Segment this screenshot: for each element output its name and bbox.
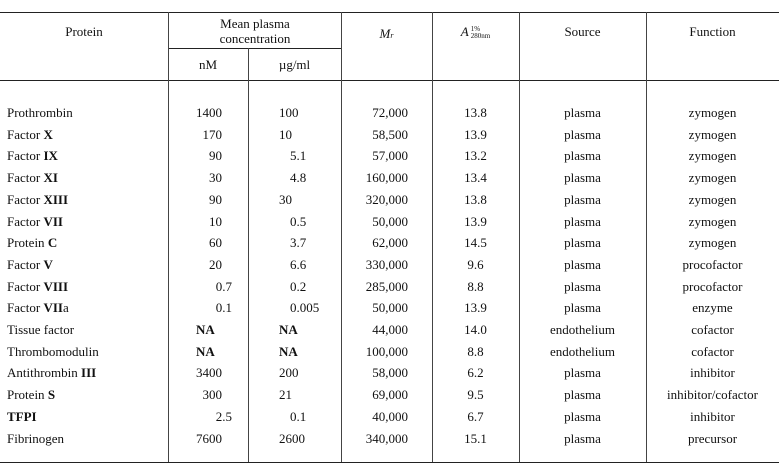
nm-value: 7600	[196, 430, 222, 446]
ugml-value: 4.8	[290, 170, 307, 186]
cell-source: plasma	[564, 235, 601, 251]
table-row	[0, 145, 779, 166]
cell-source: plasma	[564, 105, 601, 120]
cell-mr: 58,500	[372, 126, 408, 142]
ugml-value: 6.6	[290, 256, 307, 272]
table-row	[0, 384, 779, 405]
protein-name-text: Factor	[7, 300, 44, 316]
nm-value: 30	[209, 170, 222, 186]
cell-absorbance: 15.1	[464, 430, 487, 446]
protein-name-bold: V	[43, 256, 53, 272]
ugml-value: 0.1	[290, 408, 307, 424]
protein-name-text: Factor	[7, 126, 44, 142]
cell-function: zymogen	[688, 191, 737, 207]
absorbance-label: A	[460, 24, 469, 39]
protein-name	[7, 189, 68, 210]
protein-name	[7, 102, 73, 123]
table-row	[0, 428, 779, 449]
ugml-value: NA	[279, 343, 298, 359]
cell-source: plasma	[564, 126, 601, 142]
cell-source: endothelium	[550, 343, 615, 359]
table-row	[0, 211, 779, 232]
protein-name-bold: XI	[43, 170, 58, 186]
ugml-value: NA	[279, 322, 298, 337]
protein-name	[7, 276, 68, 297]
protein-name-bold: X	[43, 126, 53, 142]
protein-name-bold: IX	[43, 148, 58, 164]
protein-name-text: Factor	[7, 278, 44, 294]
protein-name-text: Tissue factor	[7, 322, 75, 337]
protein-name	[7, 124, 53, 145]
header-protein: Protein	[65, 24, 103, 39]
cell-absorbance: 14.0	[464, 322, 487, 337]
cell-source: plasma	[564, 191, 601, 207]
subheader-rule	[168, 48, 341, 49]
protein-name-text: Prothrombin	[7, 105, 73, 120]
cell-absorbance: 6.7	[467, 408, 484, 424]
protein-name	[7, 211, 63, 232]
header-mr	[341, 26, 432, 43]
protein-name-bold: VII	[43, 213, 63, 229]
top-rule	[0, 12, 779, 13]
table-row	[0, 276, 779, 297]
protein-name-text: Factor	[7, 213, 44, 229]
protein-name	[7, 384, 55, 405]
nm-value: NA	[196, 322, 215, 337]
ugml-value: 3.7	[290, 235, 307, 251]
protein-name	[7, 428, 64, 449]
cell-absorbance: 13.4	[464, 170, 487, 186]
header-concentration: Mean plasma concentration	[219, 16, 291, 46]
cell-absorbance: 8.8	[467, 278, 484, 294]
ugml-value: 21	[279, 387, 292, 403]
cell-mr: 160,000	[365, 170, 408, 186]
cell-mr: 50,000	[372, 300, 408, 316]
ugml-value: 100	[279, 105, 299, 120]
nm-value: NA	[196, 343, 215, 359]
ugml-value: 30	[279, 191, 292, 207]
table-row	[0, 102, 779, 123]
nm-value: 10	[209, 213, 222, 229]
protein-name-text: Factor	[7, 191, 44, 207]
cell-absorbance: 13.8	[464, 191, 487, 207]
table-row	[0, 297, 779, 318]
cell-function: zymogen	[688, 235, 737, 251]
protein-name-text: Fibrinogen	[7, 430, 65, 446]
protein-name-bold: XIII	[43, 191, 69, 207]
cell-mr: 100,000	[365, 343, 408, 359]
nm-value: 3400	[196, 365, 222, 381]
cell-mr: 44,000	[372, 322, 408, 337]
ugml-value: 2600	[279, 430, 305, 446]
cell-function: zymogen	[688, 148, 737, 164]
table-row	[0, 124, 779, 145]
protein-name-suffix: a	[62, 300, 69, 316]
ugml-value: 0.2	[290, 278, 307, 294]
cell-absorbance: 13.9	[464, 126, 487, 142]
protein-name-text: Thrombomodulin	[7, 343, 99, 359]
cell-mr: 40,000	[372, 408, 408, 424]
nm-value: 170	[202, 126, 222, 142]
header-source: Source	[564, 24, 601, 39]
cell-function: enzyme	[692, 300, 733, 316]
nm-value: 0.7	[215, 278, 232, 294]
cell-mr: 320,000	[365, 191, 408, 207]
protein-name-bold: TFPI	[7, 408, 37, 424]
cell-absorbance: 13.2	[464, 148, 487, 164]
cell-mr: 330,000	[365, 256, 408, 272]
cell-function: zymogen	[688, 213, 737, 229]
cell-mr: 58,000	[372, 365, 408, 381]
cell-function: cofactor	[691, 322, 734, 337]
table-row	[0, 189, 779, 210]
protein-name	[7, 341, 99, 362]
cell-source: plasma	[564, 365, 601, 381]
ugml-value: 0.005	[290, 300, 320, 316]
cell-function: inhibitor	[690, 365, 735, 381]
cell-mr: 57,000	[372, 148, 408, 164]
cell-source: plasma	[564, 170, 601, 186]
cell-mr: 285,000	[365, 278, 408, 294]
mr-label: M	[379, 26, 391, 41]
cell-function: precursor	[687, 430, 738, 446]
protein-name	[7, 167, 58, 188]
cell-absorbance: 9.6	[467, 256, 484, 272]
cell-source: plasma	[564, 278, 601, 294]
table-row	[0, 406, 779, 427]
protein-name	[7, 297, 69, 318]
cell-absorbance: 14.5	[464, 235, 487, 251]
header-ugml: µg/ml	[278, 57, 311, 72]
cell-source: plasma	[564, 148, 601, 164]
protein-name	[7, 254, 53, 275]
cell-source: endothelium	[550, 322, 615, 337]
nm-value: 20	[209, 256, 222, 272]
cell-function: zymogen	[688, 170, 737, 186]
ugml-value: 5.1	[290, 148, 307, 164]
header-absorbance	[432, 24, 519, 40]
protein-name-bold: VII	[43, 300, 63, 316]
nm-value: 2.5	[215, 408, 232, 424]
cell-function: zymogen	[688, 126, 737, 142]
header-rule	[0, 80, 779, 81]
ugml-value: 0.5	[290, 213, 307, 229]
ugml-value: 200	[279, 365, 299, 381]
bottom-rule	[0, 462, 779, 463]
cell-function: procofactor	[682, 278, 743, 294]
protein-name	[7, 232, 57, 253]
protein-name-bold: S	[47, 387, 56, 403]
cell-source: plasma	[564, 256, 601, 272]
cell-function: inhibitor	[690, 408, 735, 424]
cell-absorbance: 13.9	[464, 300, 487, 316]
protein-name-text: Protein	[7, 387, 48, 403]
protein-name-bold: C	[47, 235, 58, 251]
protein-name-bold: VIII	[43, 278, 69, 294]
header-nm: nM	[198, 57, 218, 72]
cell-function: inhibitor/cofactor	[667, 387, 758, 403]
table-row	[0, 341, 779, 362]
protein-name-bold: III	[81, 365, 97, 381]
absorbance-superscript: 1%	[470, 25, 481, 34]
cell-absorbance: 13.8	[464, 105, 487, 120]
cell-absorbance: 9.5	[467, 387, 484, 403]
nm-value: 300	[202, 387, 222, 403]
cell-mr: 62,000	[372, 235, 408, 251]
protein-name	[7, 319, 74, 340]
nm-value: 0.1	[215, 300, 232, 316]
cell-source: plasma	[564, 408, 601, 424]
table-row	[0, 232, 779, 253]
cell-absorbance: 8.8	[467, 343, 484, 359]
cell-function: cofactor	[691, 343, 734, 359]
cell-function: zymogen	[688, 105, 737, 120]
cell-mr: 69,000	[372, 387, 408, 403]
cell-mr: 340,000	[365, 430, 408, 446]
cell-mr: 50,000	[372, 213, 408, 229]
nm-value: 90	[209, 191, 222, 207]
table-row	[0, 362, 779, 383]
cell-source: plasma	[564, 430, 601, 446]
nm-value: 90	[209, 148, 222, 164]
cell-function: procofactor	[682, 256, 743, 272]
mr-subscript: r	[390, 31, 394, 40]
protein-name-text: Antithrombin	[7, 365, 82, 381]
cell-source: plasma	[564, 387, 601, 403]
protein-name-text: Factor	[7, 170, 44, 186]
protein-name-text: Factor	[7, 256, 44, 272]
header-function: Function	[689, 24, 736, 39]
table-row	[0, 254, 779, 275]
ugml-value: 10	[279, 126, 292, 142]
cell-mr: 72,000	[372, 105, 408, 120]
table-row	[0, 319, 779, 340]
protein-name-text: Factor	[7, 148, 44, 164]
nm-value: 60	[209, 235, 222, 251]
protein-name	[7, 362, 96, 383]
table-row	[0, 167, 779, 188]
cell-absorbance: 13.9	[464, 213, 487, 229]
protein-name-text: Protein	[7, 235, 48, 251]
absorbance-subscript: 280nm	[470, 32, 491, 41]
cell-absorbance: 6.2	[467, 365, 484, 381]
nm-value: 1400	[196, 105, 222, 120]
protein-name	[7, 145, 58, 166]
cell-source: plasma	[564, 213, 601, 229]
protein-name	[7, 406, 37, 427]
cell-source: plasma	[564, 300, 601, 316]
